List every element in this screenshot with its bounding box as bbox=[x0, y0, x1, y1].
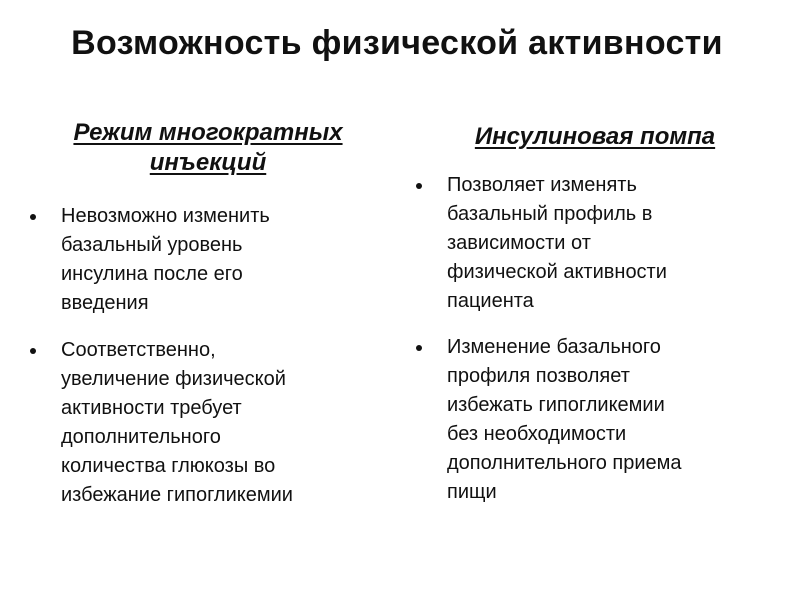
bullet-text: Позволяет изменять базальный профиль в зависимости от физической активности пациента bbox=[447, 174, 667, 312]
list-item bbox=[416, 171, 776, 316]
bullet-icon bbox=[416, 183, 422, 189]
bullet-icon bbox=[416, 345, 422, 351]
right-column-heading bbox=[430, 122, 760, 152]
bullet-text: Соответственно, увеличение физической активности требует дополнительного количества глюкозы во избежание гипогликемии bbox=[61, 339, 293, 506]
list-item bbox=[30, 336, 370, 510]
bullet-text: Изменение базального профиля позволяет избежать гипогликемии без необходимости дополнительного приема пищи bbox=[447, 336, 682, 503]
left-column-heading-text: Режим многократных инъекций bbox=[73, 119, 343, 176]
list-item bbox=[30, 202, 370, 318]
bullet-text: Невозможно изменить базальный уровень инсулина после его введения bbox=[61, 205, 270, 314]
right-column-bullet-list bbox=[416, 171, 776, 507]
list-item bbox=[416, 333, 776, 507]
left-column-bullet-list bbox=[30, 202, 370, 510]
bullet-icon bbox=[30, 214, 36, 220]
bullet-icon bbox=[30, 348, 36, 354]
left-column-heading bbox=[30, 118, 386, 178]
slide-title: Возможность физической активности bbox=[71, 24, 723, 62]
right-column-heading-text: Инсулиновая помпа bbox=[474, 123, 716, 150]
